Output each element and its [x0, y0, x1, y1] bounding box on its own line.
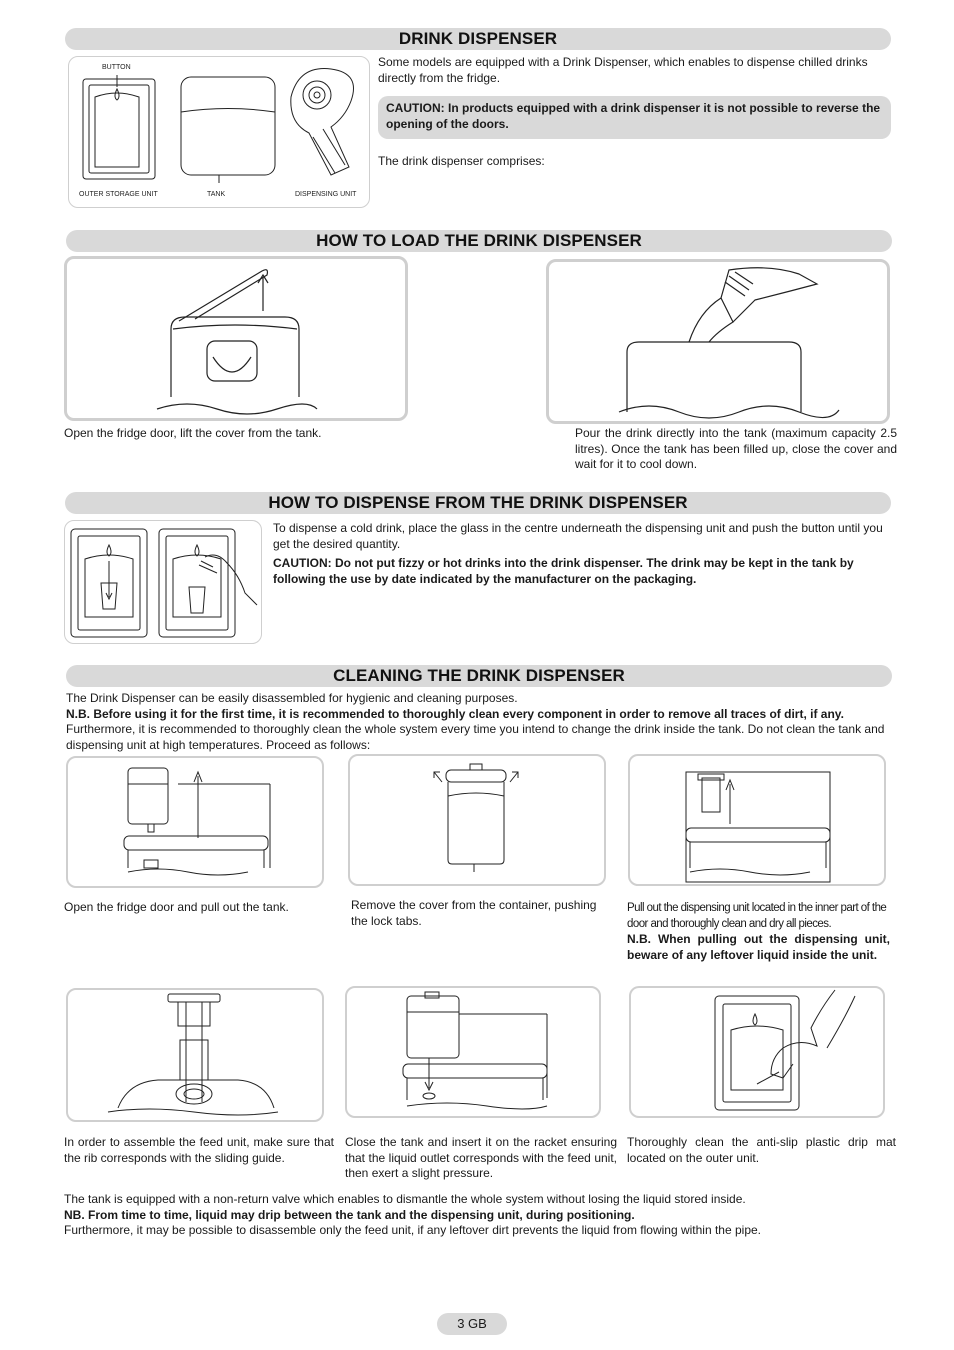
- figure-pull-out-tank: [66, 756, 324, 888]
- section-header-cleaning: CLEANING THE DRINK DISPENSER: [66, 665, 892, 687]
- figure-pour-drink: [546, 259, 890, 424]
- figure-clean-drip-mat: [629, 986, 885, 1118]
- figure-assemble-feed-unit: [66, 988, 324, 1122]
- cleaning-step3-nb: N.B. When pulling out the dispensing unit, beware of any leftover liquid inside the unit.: [627, 932, 890, 962]
- page-number: 3 GB: [437, 1313, 507, 1335]
- section-header-how-to-dispense: HOW TO DISPENSE FROM THE DRINK DISPENSER: [65, 492, 891, 514]
- label-dispensing-unit: DISPENSING UNIT: [295, 191, 357, 198]
- cleaning-step2: Remove the cover from the container, pushing the lock tabs.: [351, 898, 597, 928]
- cleaning-step4: In order to assemble the feed unit, make sure that the rib corresponds with the sliding guide.: [64, 1135, 334, 1165]
- drink-dispenser-caution: CAUTION: In products equipped with a drink dispenser it is not possible to reverse the opening of the doors.: [378, 96, 891, 139]
- drink-dispenser-intro: Some models are equipped with a Drink Dispenser, which enables to dispense chilled drinks directly from the fridge.: [378, 55, 868, 85]
- cleaning-nb: N.B. Before using it for the first time, it is recommended to thoroughly clean every component in order to remove all traces of dirt, if any.: [66, 706, 844, 721]
- cleaning-footer2: Furthermore, it may be possible to disassemble only the feed unit, if any leftover dirt prevents the liquid from flowing within the pipe.: [64, 1223, 762, 1237]
- cleaning-step5: Close the tank and insert it on the racket ensuring that the liquid outlet corresponds with the feed unit, then exert a slight pressure.: [345, 1135, 617, 1180]
- cleaning-step6: Thoroughly clean the anti-slip plastic drip mat located on the outer unit.: [627, 1135, 896, 1165]
- label-button: BUTTON: [102, 64, 131, 71]
- cleaning-step3: Pull out the dispensing unit located in the inner part of the door and thoroughly clean and dry all pieces.: [627, 902, 887, 930]
- dispense-text: To dispense a cold drink, place the glass in the centre underneath the dispensing unit and push the button until you get the desired quantity.: [273, 521, 883, 551]
- figure-remove-cover: [348, 754, 606, 886]
- cleaning-footer: [64, 1192, 896, 1239]
- cleaning-intro-text: The Drink Dispenser can be easily disassembled for hygienic and cleaning purposes.: [66, 691, 518, 705]
- cleaning-step3-block: [627, 901, 890, 963]
- label-outer-storage-unit: OUTER STORAGE UNIT: [79, 191, 158, 198]
- figure-close-tank: [345, 986, 601, 1118]
- cleaning-footer-nb: NB. From time to time, liquid may drip between the tank and the dispensing unit, during positioning.: [64, 1207, 635, 1222]
- cleaning-intro: [66, 691, 896, 753]
- dispense-caution: CAUTION: Do not put fizzy or hot drinks into the drink dispenser. The drink may be kept in the tank by following the use by date indicated by the manufacturer on the packaging.: [273, 556, 854, 586]
- drink-dispenser-comprises: The drink dispenser comprises:: [378, 154, 545, 168]
- cleaning-step1: Open the fridge door and pull out the tank.: [64, 900, 289, 914]
- cleaning-footer1: The tank is equipped with a non-return valve which enables to dismantle the whole system without losing the liquid stored inside.: [64, 1192, 746, 1206]
- label-tank: TANK: [207, 191, 226, 198]
- figure-dispenser-components: [68, 56, 370, 208]
- cleaning-furthermore: Furthermore, it is recommended to thoroughly clean the whole system every time you intend to change the drink inside the tank. Do not clean the tank and dispensing unit at high temperatures. Proceed as follows:: [66, 722, 885, 752]
- figure-pull-dispensing-unit: [628, 754, 886, 886]
- figure-dispense-glass: [64, 520, 262, 644]
- load-step2: Pour the drink directly into the tank (maximum capacity 2.5 litres). Once the tank has been filled up, close the cover and wait for it to cool down.: [575, 426, 897, 471]
- section-header-drink-dispenser: DRINK DISPENSER: [65, 28, 891, 50]
- figure-lift-cover: [64, 256, 408, 421]
- load-step1: Open the fridge door, lift the cover from the tank.: [64, 426, 322, 440]
- section-header-how-to-load: HOW TO LOAD THE DRINK DISPENSER: [66, 230, 892, 252]
